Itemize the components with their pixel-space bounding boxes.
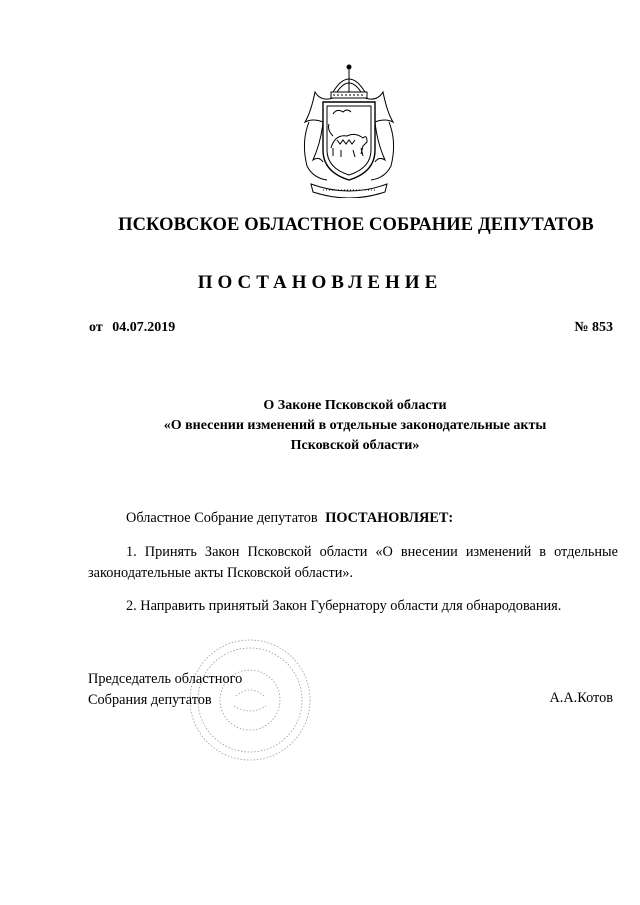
- resolution-item-2: 2. Направить принятый Закон Губернатору области для обнародования.: [126, 598, 562, 614]
- document-subject: [70, 396, 640, 456]
- signer-position-line-1: Председатель областного: [88, 671, 243, 687]
- document-number: № 853: [574, 320, 613, 335]
- signer-position: [88, 669, 242, 711]
- date-prefix: от: [89, 320, 103, 335]
- date-value: 04.07.2019: [112, 320, 176, 335]
- pskov-coat-of-arms-icon: [293, 62, 405, 198]
- subject-line-2: «О внесении изменений в отдельные законодательные акты: [163, 418, 547, 433]
- organization-title: ПСКОВСКОЕ ОБЛАСТНОЕ СОБРАНИЕ ДЕПУТАТОВ: [118, 215, 594, 235]
- intro-decree: ПОСТАНОВЛЯЕТ:: [325, 510, 454, 526]
- subject-line-1: О Законе Псковской области: [263, 398, 447, 413]
- signer-position-line-2: Собрания депутатов: [88, 692, 212, 708]
- document-type: ПОСТАНОВЛЕНИЕ: [197, 272, 443, 293]
- signer-name: А.А.Котов: [549, 690, 613, 706]
- subject-line-3: Псковской области»: [290, 438, 420, 453]
- intro-text: Областное Собрание депутатов: [126, 510, 318, 526]
- resolution-intro: [88, 508, 618, 529]
- resolution-item-1: 1. Принять Закон Псковской области «О внесении изменений в отдельные законодательные акты Псковской области».: [88, 544, 618, 581]
- document-date: [89, 320, 175, 336]
